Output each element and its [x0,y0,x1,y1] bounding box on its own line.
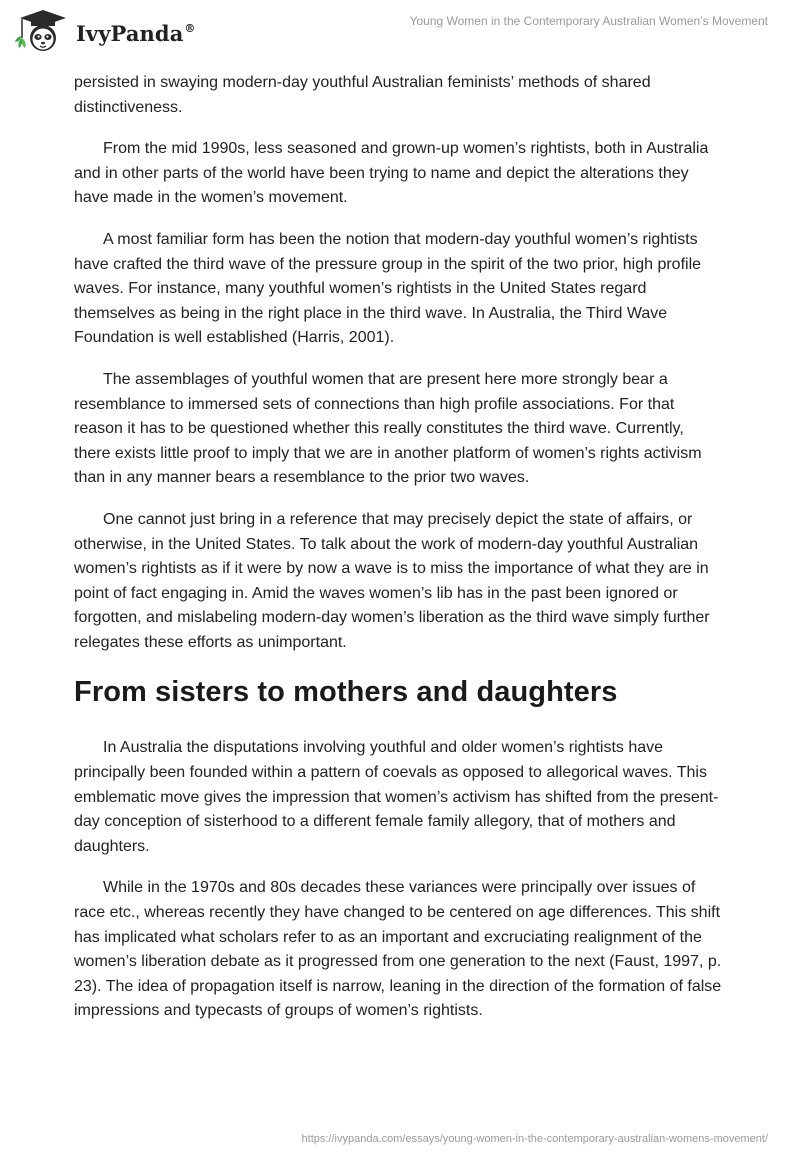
paragraph: From the mid 1990s, less seasoned and grown-up women’s rightists, both in Australia and in other parts of the world have been trying to name and depict the alterations they have made in the women’s movement. [74,140,709,207]
brand-name: IvyPanda® [76,20,196,46]
panda-graduate-icon [14,8,74,54]
essay-body [74,71,724,1024]
section-heading: From sisters to mothers and daughters [74,676,618,709]
page-header [0,0,800,60]
ivypanda-logo[interactable] [14,8,196,54]
document-title: Young Women in the Contemporary Australian Women’s Movement [409,14,768,28]
paragraph: In Australia the disputations involving youthful and older women’s rightists have principally been founded within a pattern of coevals as opposed to allegorical waves. This emblematic move gives the impression that women’s activism has shifted from the present-day conception of sisterhood to a different female family allegory, that of mothers and daughters. [74,739,719,855]
paragraph: persisted in swaying modern-day youthful Australian feminists’ methods of shared distinctiveness. [74,74,651,116]
paragraph: One cannot just bring in a reference that may precisely depict the state of affairs, or otherwise, in the United States. To talk about the work of modern-day youthful Australian women’s rightists as if it were by now a wave is to miss the importance of what they are in point of fact engaging in. Amid the waves women’s lib has in the past been ignored or forgotten, and mislabeling modern-day women’s liberation as the third wave simply further relegates these efforts as unimportant. [74,510,710,651]
paragraph: A most familiar form has been the notion that modern-day youthful women’s rightists have crafted the third wave of the pressure group in the spirit of the two prior, high profile waves. For instance, many youthful women’s rightists in the United States regard themselves as being in the right place in the third wave. In Australia, the Third Wave Foundation is well established (Harris, 2001). [74,230,702,347]
source-url[interactable]: https://ivypanda.com/essays/young-women-in-the-contemporary-australian-womens-movement/ [301,1133,768,1145]
paragraph: While in the 1970s and 80s decades these variances were principally over issues of race etc., whereas recently they have changed to be centered on age differences. This shift has implicated what scholars refer to as an important and excruciating realignment of the women’s liberation debate as it progressed from one generation to the next (Faust, 1997, p. 23). The idea of propagation itself is narrow, leaning in the direction of the formation of false impressions and typecasts of groups of women’s rightists. [74,879,722,1020]
paragraph: The assemblages of youthful women that are present here more strongly bear a resemblance to immersed sets of connections than high profile associations. For that reason it has to be questioned whether this really constitutes the third wave. Currently, there exists little proof to imply that we are in another platform of women’s rights activism than in any manner bears a resemblance to the prior two waves. [74,370,702,487]
